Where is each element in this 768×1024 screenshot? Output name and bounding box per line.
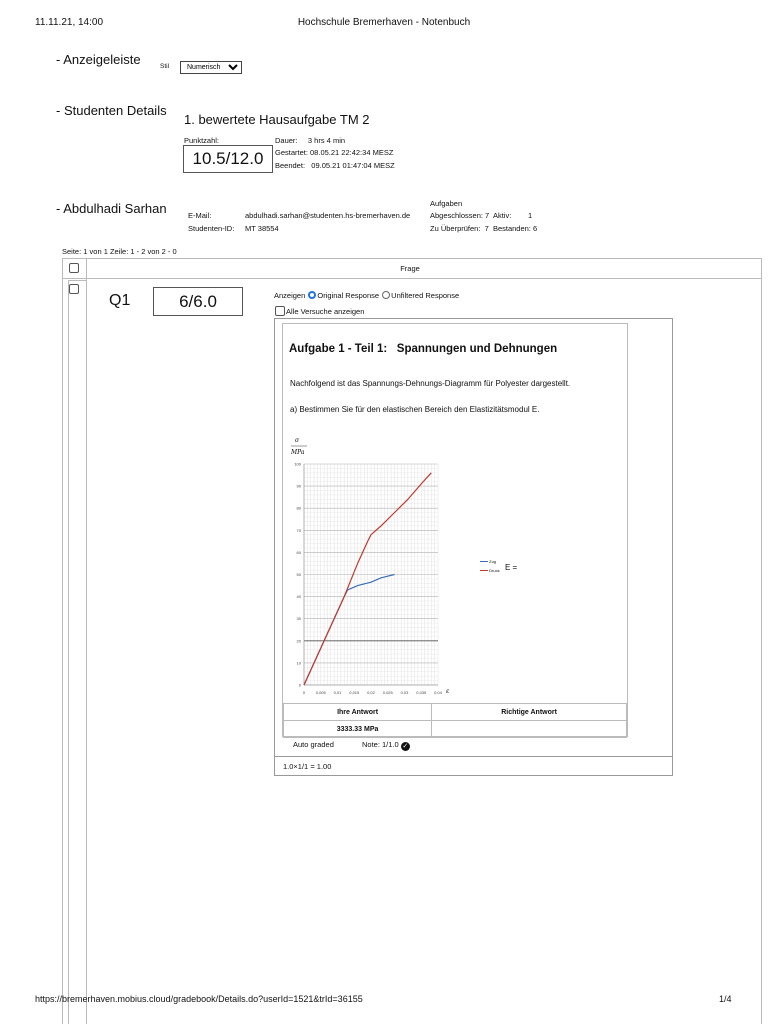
aufgaben-ueberpruefen: Zu Überprüfen: 7 Bestanden: 6 [430, 224, 538, 233]
pagination-info: Seite: 1 von 1 Zeile: 1 - 2 von 2 - 0 [62, 247, 177, 256]
grade-note-text: Note: 1/1.0 [362, 740, 399, 749]
punktzahl-label: Punktzahl: [184, 136, 220, 145]
aufgaben-heading: Aufgaben [430, 199, 463, 208]
question-score: 6/6.0 [153, 287, 243, 316]
duration: Dauer: 3 hrs 4 min [275, 136, 346, 145]
student-toggle[interactable]: - Abdulhadi Sarhan [56, 201, 167, 216]
x-tick-label: 0 [302, 690, 306, 695]
y-tick-label: 20 [296, 638, 301, 644]
panel-divider [274, 756, 672, 757]
checkmark-icon: ✓ [402, 743, 409, 750]
alle-versuche-checkbox[interactable] [275, 306, 285, 316]
grade-note [362, 740, 410, 751]
chart-grid [304, 464, 438, 685]
page-title: Hochschule Bremerhaven - Notenbuch [297, 17, 471, 28]
email-value: abdulhadi.sarhan@studenten.hs-bremerhaven.de [245, 211, 411, 220]
stil-label: Stil [160, 63, 170, 70]
legend-label-zug: Zug [489, 559, 497, 564]
chart-labels [294, 462, 442, 696]
x-tick-label: 0,005 [315, 690, 326, 695]
y-tick-label: 50 [296, 572, 301, 577]
stil-select[interactable] [180, 61, 242, 74]
alle-versuche-label[interactable]: Alle Versuche anzeigen [286, 307, 365, 316]
y-tick-label: 80 [296, 505, 301, 511]
y-tick-label: 90 [296, 483, 301, 489]
legend-item-druck [480, 566, 500, 575]
frage-header: Frage [400, 264, 420, 273]
y-tick-label: 0 [298, 682, 301, 688]
student-name: Abdulhadi Sarhan [63, 201, 167, 216]
e-label: E = [505, 563, 518, 572]
anzeigen-label: Anzeigen [274, 291, 306, 300]
correct-answer [432, 721, 627, 738]
table-left-border [62, 258, 63, 1024]
grade-calc: 1.0×1/1 = 1.00 [283, 762, 332, 771]
print-datetime: 11.11.21, 14:00 [35, 17, 104, 28]
table-top-border [62, 258, 762, 259]
x-tick-label: 0,035 [416, 690, 427, 695]
y-tick-label: 100 [294, 461, 301, 467]
student-id-label: Studenten-ID: [188, 224, 235, 233]
total-score: 10.5/12.0 [183, 145, 273, 173]
ihre-antwort-header: Ihre Antwort [284, 704, 432, 721]
richtige-antwort-header: Richtige Antwort [432, 704, 627, 721]
row-inner-border [68, 280, 69, 1024]
x-tick-label: 0,04 [434, 690, 442, 695]
studenten-label: Studenten Details [63, 103, 167, 118]
y-tick-label: 10 [296, 660, 301, 666]
question-text-2: a) Bestimmen Sie für den elastischen Bereich den Elastizitätsmodul E. [290, 405, 540, 414]
x-tick-label: 0,015 [349, 690, 360, 695]
unfiltered-response-label[interactable]: Unfiltered Response [391, 291, 460, 300]
legend-label-druck: Druck [489, 568, 500, 573]
question-id: Q1 [109, 292, 131, 309]
assignment-title: 1. bewertete Hausaufgabe TM 2 [184, 112, 370, 127]
footer-url: https://bremerhaven.mobius.cloud/gradebook/Details.do?userId=1521&trId=36155 [35, 994, 363, 1004]
auto-graded-label: Auto graded [293, 740, 334, 749]
student-answer: 3333.33 MPa [284, 721, 432, 738]
footer-page: 1/4 [719, 994, 732, 1004]
question-text-1: Nachfolgend ist das Spannungs-Dehnungs-Diagramm für Polyester dargestellt. [290, 379, 571, 388]
row-checkbox[interactable] [69, 284, 79, 294]
table-header-border [62, 278, 762, 279]
anzeige-label: Anzeigeleiste [63, 52, 141, 67]
student-id-value: MT 38554 [245, 224, 279, 233]
x-tick-label: 0,02 [367, 690, 375, 695]
chart-legend [480, 557, 500, 575]
legend-item-zug [480, 557, 500, 566]
x-tick-label: 0,03 [400, 690, 409, 695]
x-tick-label: 0,025 [382, 690, 393, 695]
studenten-toggle[interactable]: - Studenten Details [56, 103, 167, 118]
aufgaben-abgeschlossen: Abgeschlossen: 7 Aktiv: 1 [430, 211, 533, 220]
email-label: E-Mail: [188, 211, 212, 220]
y-tick-label: 60 [296, 549, 301, 555]
original-response-radio[interactable] [308, 291, 316, 299]
x-tick-label: 0,01 [333, 690, 342, 695]
y-tick-label: 30 [296, 616, 301, 622]
started-time: Gestartet: 08.05.21 22:42:34 MESZ [275, 148, 394, 157]
y-tick-label: 40 [296, 594, 301, 600]
y-tick-label: 70 [296, 527, 301, 533]
table-col-divider [86, 258, 87, 1024]
finished-time: Beendet: 09.05.21 01:47:04 MESZ [275, 161, 395, 170]
response-options [274, 291, 459, 300]
y-axis-label-unit: MPa [291, 449, 305, 456]
anzeige-toggle[interactable]: - Anzeigeleiste [56, 52, 141, 67]
question-title: Aufgabe 1 - Teil 1: Spannungen und Dehnungen [289, 343, 558, 355]
x-axis-label: ε [446, 688, 450, 695]
row-inner-top [68, 280, 86, 281]
table-right-border [761, 258, 762, 1024]
original-response-label[interactable]: Original Response [317, 291, 380, 300]
stress-strain-chart [283, 430, 473, 702]
y-axis-label-sigma: σ [295, 437, 300, 444]
unfiltered-response-radio[interactable] [382, 291, 390, 299]
answer-table [283, 703, 627, 738]
